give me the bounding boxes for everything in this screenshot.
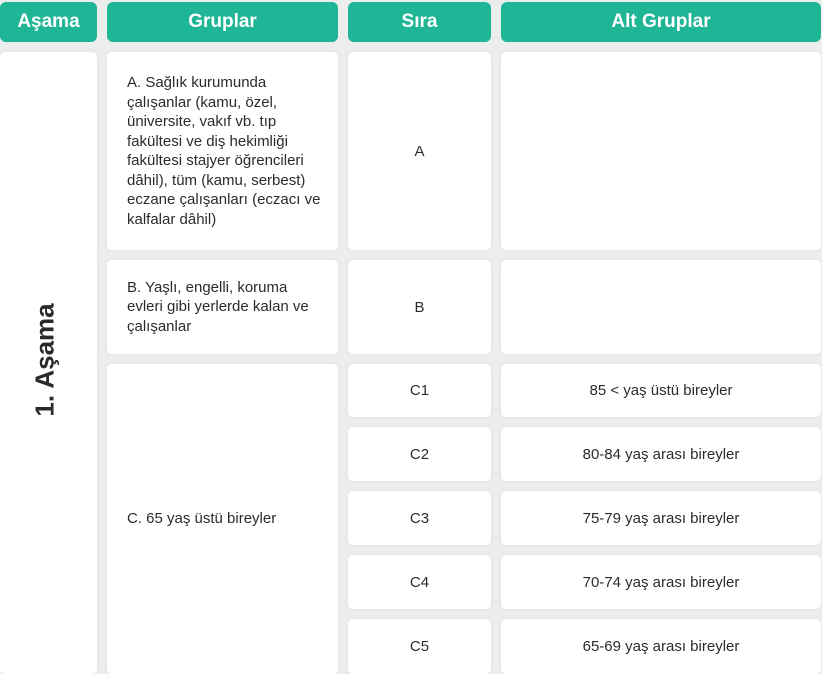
phase-label: 1. Aşama: [29, 303, 60, 417]
subgroup-cell-b: [501, 260, 821, 354]
subgroup-cell-c4: 70-74 yaş arası bireyler: [501, 555, 821, 609]
order-cell-c3: C3: [348, 491, 491, 545]
header-groups: Gruplar: [107, 2, 338, 42]
subgroup-cell-c5: 65-69 yaş arası bireyler: [501, 619, 821, 674]
order-cell-c1: C1: [348, 364, 491, 417]
group-cell-b: B. Yaşlı, engelli, koruma evleri gibi yerlerde kalan ve çalışanlar: [107, 260, 338, 354]
subgroup-cell-c3: 75-79 yaş arası bireyler: [501, 491, 821, 545]
order-cell-c5: C5: [348, 619, 491, 674]
subgroup-cell-a: [501, 52, 821, 250]
header-order: Sıra: [348, 2, 491, 42]
subgroup-cell-c2: 80-84 yaş arası bireyler: [501, 427, 821, 481]
subgroup-cell-c1: 85 < yaş üstü bireyler: [501, 364, 821, 417]
order-cell-c2: C2: [348, 427, 491, 481]
order-cell-b: B: [348, 260, 491, 354]
order-cell-a: A: [348, 52, 491, 250]
order-cell-c4: C4: [348, 555, 491, 609]
group-cell-c: C. 65 yaş üstü bireyler: [107, 364, 338, 674]
header-phase: Aşama: [0, 2, 97, 42]
header-subgroups: Alt Gruplar: [501, 2, 821, 42]
group-cell-a: A. Sağlık kurumunda çalışanlar (kamu, özel, üniversite, vakıf vb. tıp fakültesi ve diş hekimliği fakültesi stajyer öğrencileri dâhil), tüm (kamu, serbest) eczane çalışanları (eczacı ve kalfalar dâhil): [107, 52, 338, 250]
